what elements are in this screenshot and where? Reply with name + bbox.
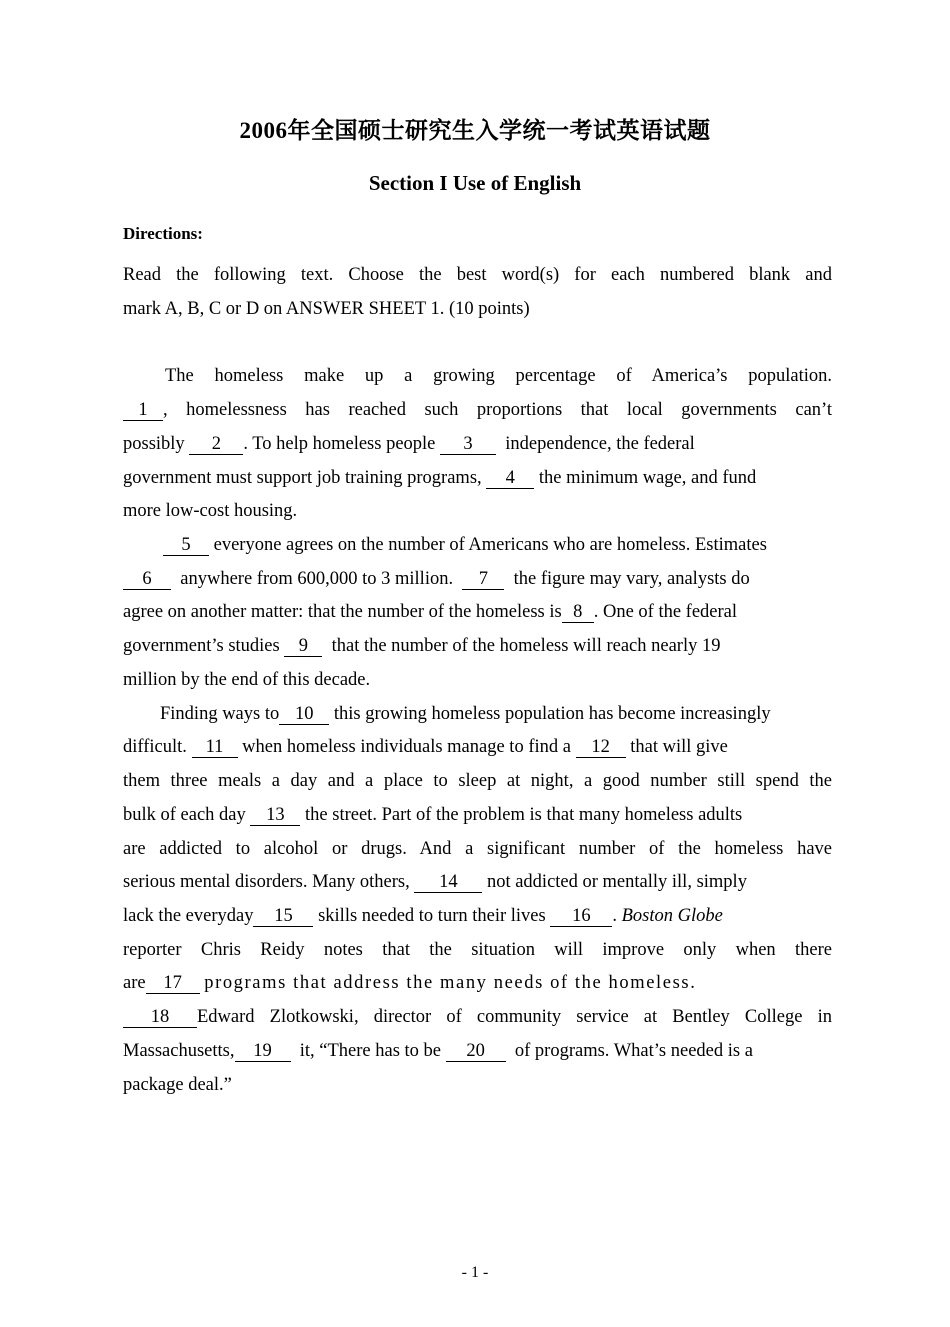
passage-text: the minimum wage, and fund [538,468,757,488]
section-heading: Section I Use of English [368,171,582,195]
directions-line: mark A, B, C or D on ANSWER SHEET 1. (10 points) [123,299,530,319]
answer-blank: 15 [253,907,313,927]
passage-text: that will give [630,737,728,757]
passage-line: package deal.” [123,1075,232,1095]
passage-text: Edward Zlotkowski, director of community service at Bentley College in [197,1007,832,1027]
newspaper-name: Boston Globe [621,906,723,926]
passage-line: reporter Chris Reidy notes that the situation will improve only when there [123,940,832,960]
passage-text: . To help homeless people [243,434,436,454]
passage-text: the street. Part of the problem is that many homeless adults [305,805,743,825]
passage-text: the figure may vary, analysts do [513,569,750,589]
passage-text: . [612,906,617,926]
answer-blank: 7 [462,570,504,590]
passage-line [123,1007,832,1028]
directions-heading: Directions: [123,224,203,243]
passage-text: agree on another matter: that the number of the homeless is [123,602,562,622]
passage-text: everyone agrees on the number of Americans who are homeless. Estimates [213,535,767,555]
passage-line [163,535,872,556]
answer-blank: 9 [284,637,322,657]
answer-blank: 4 [486,469,534,489]
answer-blank: 14 [414,873,482,893]
page-title: 2006年全国硕士研究生入学统一考试英语试题 [239,118,711,143]
passage-text: independence, the federal [505,434,695,454]
page-number: - 1 - [461,1264,489,1281]
answer-blank: 13 [250,806,300,826]
answer-blank: 1 [123,401,163,421]
answer-blank: 11 [192,738,238,758]
passage-text: anywhere from 600,000 to 3 million. [180,569,454,589]
answer-blank: 3 [440,435,496,455]
passage-text: . One of the federal [593,602,738,622]
passage-line [123,1041,832,1062]
answer-blank: 18 [123,1008,197,1028]
passage-line [123,636,832,657]
answer-blank: 8 [562,603,594,623]
passage-text: when homeless individuals manage to find a [242,737,571,757]
passage-line [160,704,869,725]
passage-text: difficult. [123,737,187,757]
passage-line [123,973,832,994]
passage-text: it, “There has to be [299,1041,442,1061]
answer-blank: 20 [446,1042,506,1062]
passage-text: Finding ways to [160,704,280,724]
passage-text: government must support job training programs, [123,468,482,488]
answer-blank: 17 [146,974,200,994]
passage-line [123,434,832,455]
passage-line: more low-cost housing. [123,501,298,521]
passage-text: bulk of each day [123,805,246,825]
answer-blank: 5 [163,536,209,556]
passage-text: programs that address the many needs of the homeless. [204,973,697,993]
answer-blank: 16 [550,907,612,927]
passage-line [123,737,832,758]
passage-text: possibly [123,434,185,454]
passage-text: Massachusetts, [123,1041,235,1061]
passage-line [123,569,832,590]
answer-blank: 10 [279,705,329,725]
passage-line [123,468,832,489]
passage-text: are [123,973,146,993]
passage-line: million by the end of this decade. [123,670,371,690]
passage-text: of programs. What’s needed is a [514,1041,753,1061]
passage-text: lack the everyday [123,906,254,926]
directions-line: Read the following text. Choose the best word(s) for each numbered blank and [123,265,832,285]
passage-line: The homeless make up a growing percentage of America’s population. [165,366,832,386]
answer-blank: 19 [235,1042,291,1062]
passage-line [123,906,832,927]
passage-line [123,805,832,826]
passage-line [123,400,832,421]
passage-line [123,602,832,623]
passage-text: , homelessness has reached such proportions that local governments can’t [163,400,832,420]
passage-text: skills needed to turn their lives [318,906,546,926]
passage-text: not addicted or mentally ill, simply [486,872,747,892]
passage-line: them three meals a day and a place to sleep at night, a good number still spend the [123,771,832,791]
passage-line [123,872,832,893]
answer-blank: 2 [189,435,243,455]
passage-text: government’s studies [123,636,280,656]
answer-blank: 6 [123,570,171,590]
passage-line: are addicted to alcohol or drugs. And a significant number of the homeless have [123,839,832,859]
passage-text: serious mental disorders. Many others, [123,872,410,892]
passage-text: this growing homeless population has become increasingly [333,704,771,724]
answer-blank: 12 [576,738,626,758]
passage-text: that the number of the homeless will reach nearly 19 [331,636,721,656]
